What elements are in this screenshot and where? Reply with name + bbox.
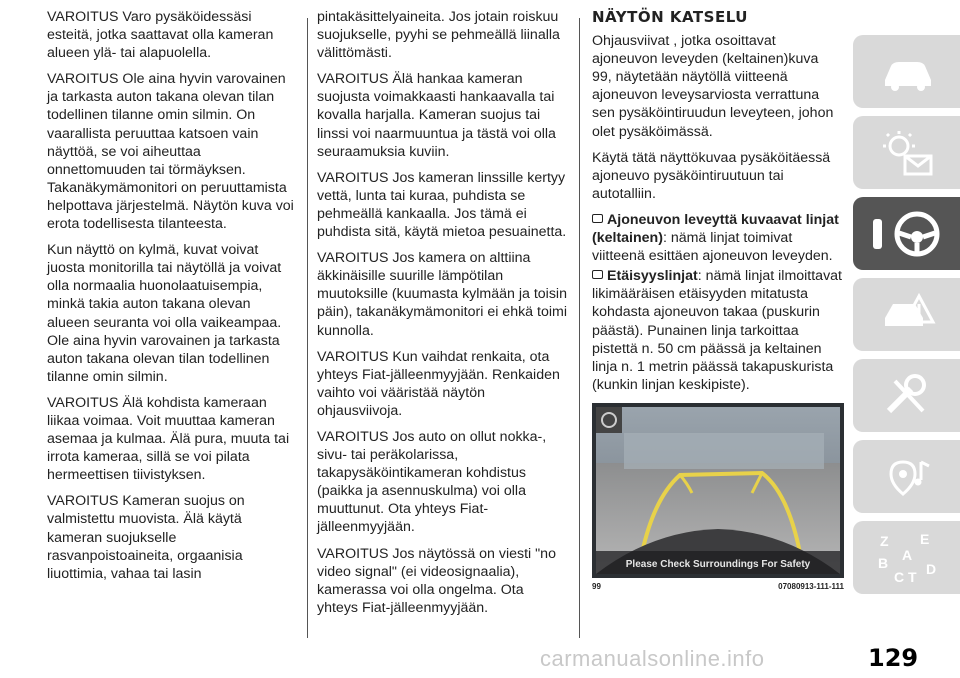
rear-camera-image [592,403,844,578]
svg-text:B: B [877,554,888,571]
text-column-3 [592,8,842,402]
warning-paragraph: VAROITUS Jos näytössä on viesti "no video signal" (ei videosignaalia), kamerassa voi olla ongelma. Ota yhteys Fiat-jälleenmyyjään. [317,545,556,616]
camera-banner-text: Please Check Surroundings For Safety [625,559,811,570]
svg-text:D: D [925,560,936,577]
service-icon [877,371,937,421]
bullet-box-icon [592,270,603,279]
warning-paragraph: VAROITUS Jos auto on ollut nokka-, sivu- tai peräkolarissa, takapysäköintikameran kohdistus (paikka ja asennuskulma) voi olla muuttunut. Ota yhteys Fiat-jälleenmyyjään. [317,428,547,536]
svg-text:A: A [901,546,912,563]
column-divider [307,18,308,638]
tab-car-info[interactable] [853,35,960,108]
figure-number: 99 [592,582,601,591]
bullet-item: Ajoneuvon leveyttä kuvaavat linjat (keltainen): nämä linjat toimivat viitteenä esittäen ajoneuvon leveyden. [592,211,839,265]
index-icon [872,530,942,586]
warning-paragraph: VAROITUS Varo pysäköidessäsi esteitä, jotka saattavat olla kameran alueen ylä- tai alapuolella. [47,9,274,62]
warning-paragraph: VAROITUS Jos kameran linssille kertyy vettä, lunta tai kuraa, puhdista se pehmeällä kankaalla. Jos tämä ei puhdista sitä, käytä mietoa pesuainetta. [317,169,567,241]
svg-text:C: C [893,568,904,585]
tab-multimedia[interactable] [853,440,960,513]
rear-camera-figure [592,403,844,578]
section-heading: NÄYTÖN KATSELU [592,8,748,26]
warning-paragraph: VAROITUS Ole aina hyvin varovainen ja tarkasta auton takana olevan tilan todellinen tilanne omin silmin. On vaarallista peruuttaa katsoen vain näyttöä, se voi aiheuttaa onnettomuuden tai törmäyksen. Takanäkymämonitori on peruuttamista helpottava järjestelmä. Näytön kuva voi erota todellisesta tilanteesta. [47,71,294,233]
warning-paragraph: VAROITUS Älä kohdista kameraan liikaa voimaa. Voit muuttaa kameran asemaa ja kulmaa. Älä pura, muuta tai irrota kameraa, sillä se voi pilata hermeettisen tiivistyksen. [47,394,290,484]
tab-warning-lights[interactable] [853,116,960,189]
text-column-1 [47,8,297,591]
bullet-item: Etäisyyslinjat: nämä linjat ilmoittavat likimääräisen etäisyyden mitatusta kohdasta ajoneuvon takaa (puskurin päästä). Punainen linja tarkoittaa pistettä n. 50 cm päässä ja keltainen linja n. 1 metrin päässä takapuskurista (kunkin linjan keskipiste). [592,268,843,393]
svg-text:T: T [907,568,917,585]
camera-mode-icon [596,407,622,433]
warning-paragraph: VAROITUS Kameran suojus on valmistettu muovista. Älä käytä kameran suojukselle rasvanpoistoaineita, orgaanisia liuottimia, vahaa tai lasin [47,493,245,582]
watermark: carmanualsonline.info [540,646,765,671]
car-info-icon [877,50,937,94]
page-number: 129 [868,644,919,672]
bullet-box-icon [592,214,603,223]
chapter-tabs [853,35,960,602]
body-paragraph: Käytä tätä näyttökuvaa pysäköitäessä ajoneuvo pysäköintiruutuun tai autotalliin. [592,149,831,202]
multimedia-icon [877,452,937,502]
warning-paragraph: VAROITUS Jos kamera on alttiina äkkinäisille suurille lämpötilan muutoksille (kuumasta kylmään ja toisin päin), takanäkymämonitori ei ehkä toimi kunnolla. [317,250,567,339]
steering-wheel-icon [867,209,947,259]
body-paragraph: pintakäsittelyaineita. Jos jotain roiskuu suojukselle, pyyhi se pehmeällä liinalla välittömästi. [317,9,560,62]
svg-text:E: E [919,530,929,547]
tab-servicing[interactable] [853,359,960,432]
tab-starting-driving[interactable] [853,197,960,270]
figure-caption [592,582,844,591]
column-divider [579,18,580,638]
svg-text:Z: Z [879,532,889,549]
figure-code: 07080913-111-111 [778,582,844,591]
body-paragraph: Kun näyttö on kylmä, kuvat voivat juosta monitorilla tai näytöllä ja voivat olla normaalia huonolaatuisempia, minkä takia auton takana olevan alueen seuranta voi olla vaikeampaa. Ole aina hyvin varovainen ja tarkasta auton takana olevan tilan todellinen tilanne omin silmin. [47,242,282,385]
text-column-2 [317,8,567,625]
warning-lights-icon [877,128,937,178]
tab-index[interactable] [853,521,960,594]
warning-paragraph: VAROITUS Kun vaihdat renkaita, ota yhteys Fiat-jälleenmyyjään. Renkaiden vaihto voi vääristää näytön ohjausviivoja. [317,348,560,419]
body-paragraph: Ohjausviivat , jotka osoittavat ajoneuvon leveyden (keltainen)kuva 99, näytetään näytöllä viitteenä ajoneuvon leveysarviosta verrattuna sen pysäköintiruudun leveyteen, johon olet pysäköimässä. [592,33,834,140]
breakdown-icon [877,290,937,340]
tab-in-an-emergency[interactable] [853,278,960,351]
warning-paragraph: VAROITUS Älä hankaa kameran suojusta voimakkaasti hankaavalla tai kovalla harjalla. Kameran suojus tai linssi voi naarmuuntua ja tästä voi olla seuraamuksia kuviin. [317,71,556,160]
